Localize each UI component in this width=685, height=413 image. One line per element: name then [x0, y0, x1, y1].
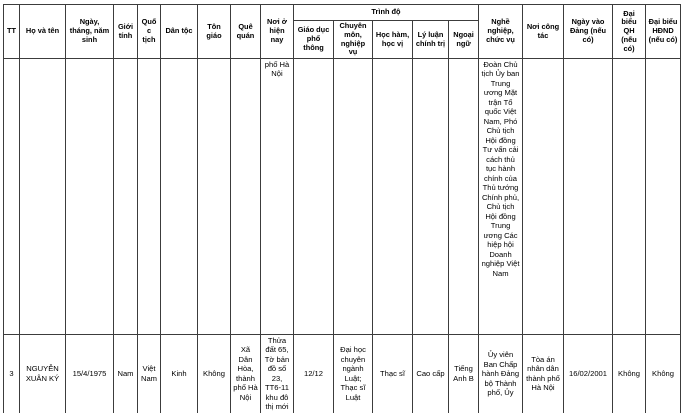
cell-general-education: 12/12: [294, 335, 334, 413]
cell-political-theory: [413, 59, 449, 335]
cell-tt: 3: [4, 335, 20, 413]
col-header-occupation: Nghề nghiệp, chức vụ: [479, 5, 523, 59]
cell-political-theory: Cao cấp: [413, 335, 449, 413]
cell-occupation: Đoàn Chủ tịch Ủy ban Trung ương Mặt trận Tổ quốc Việt Nam, Phó Chủ tịch Hội đồng Tư vấn cải cách thủ tục hành chính của Thủ tướng Chính phủ, Chủ tịch Hội đồng Trung ương Các hiệp hội Doanh nghiệp Việt Nam: [479, 59, 523, 335]
cell-academic-degree: Thạc sĩ: [373, 335, 413, 413]
col-header-general-education: Giáo dục phổ thông: [294, 21, 334, 59]
cell-residence: Thửa đất 65, Tờ bản đồ số 23, TT6-11 khu đô thị mới: [261, 335, 294, 413]
cell-workplace: Tòa án nhân dân thành phố Hà Nội: [523, 335, 564, 413]
cell-hometown: [231, 59, 261, 335]
col-header-dob: Ngày, tháng, năm sinh: [66, 5, 114, 59]
cell-party-admission: 16/02/2001: [564, 335, 613, 413]
cell-gender: Nam: [114, 335, 138, 413]
col-header-workplace: Nơi công tác: [523, 5, 564, 59]
col-header-residence: Nơi ở hiện nay: [261, 5, 294, 59]
cell-foreign-language: Tiếng Anh B: [449, 335, 479, 413]
cell-academic-degree: [373, 59, 413, 335]
cell-religion: [198, 59, 231, 335]
col-header-gender: Giới tính: [114, 5, 138, 59]
col-group-qualification: Trình độ: [294, 5, 479, 21]
table-row-continuation: [4, 59, 681, 335]
col-header-nationality: Quốc tịch: [138, 5, 161, 59]
col-header-ethnicity: Dân tộc: [161, 5, 198, 59]
cell-party-admission: [564, 59, 613, 335]
cell-na-delegate: Không: [613, 335, 646, 413]
cell-council-delegate: [646, 59, 681, 335]
col-header-na-delegate: Đại biểu QH (nếu có): [613, 5, 646, 59]
cell-general-education: [294, 59, 334, 335]
col-header-name: Họ và tên: [20, 5, 66, 59]
col-header-foreign-language: Ngoại ngữ: [449, 21, 479, 59]
col-header-professional: Chuyên môn, nghiệp vụ: [334, 21, 373, 59]
cell-workplace: [523, 59, 564, 335]
cell-nationality: Việt Nam: [138, 335, 161, 413]
header-row-group: [4, 5, 681, 21]
col-header-hometown: Quê quán: [231, 5, 261, 59]
cell-residence: phố Hà Nội: [261, 59, 294, 335]
col-header-political-theory: Lý luận chính trị: [413, 21, 449, 59]
cell-tt: [4, 59, 20, 335]
cell-nationality: [138, 59, 161, 335]
col-header-council-delegate: Đại biểu HĐND (nếu có): [646, 5, 681, 59]
cell-occupation: Ủy viên Ban Chấp hành Đảng bộ Thành phố, Ủy: [479, 335, 523, 413]
cell-religion: Không: [198, 335, 231, 413]
col-header-academic-degree: Học hàm, học vị: [373, 21, 413, 59]
col-header-party-admission: Ngày vào Đảng (nếu có): [564, 5, 613, 59]
table-row-3: [4, 335, 681, 413]
cell-na-delegate: [613, 59, 646, 335]
cell-dob: [66, 59, 114, 335]
cell-ethnicity: Kinh: [161, 335, 198, 413]
cell-professional: Đại học chuyên ngành Luật; Thạc sĩ Luật: [334, 335, 373, 413]
col-header-religion: Tôn giáo: [198, 5, 231, 59]
cell-dob: 15/4/1975: [66, 335, 114, 413]
col-header-tt: TT: [4, 5, 20, 59]
cell-name: [20, 59, 66, 335]
personnel-info-table: [3, 4, 681, 413]
cell-council-delegate: Không: [646, 335, 681, 413]
cell-ethnicity: [161, 59, 198, 335]
cell-gender: [114, 59, 138, 335]
cell-name: NGUYỄN XUÂN KÝ: [20, 335, 66, 413]
cell-hometown: Xã Dân Hòa, thành phố Hà Nội: [231, 335, 261, 413]
cell-professional: [334, 59, 373, 335]
cell-foreign-language: [449, 59, 479, 335]
